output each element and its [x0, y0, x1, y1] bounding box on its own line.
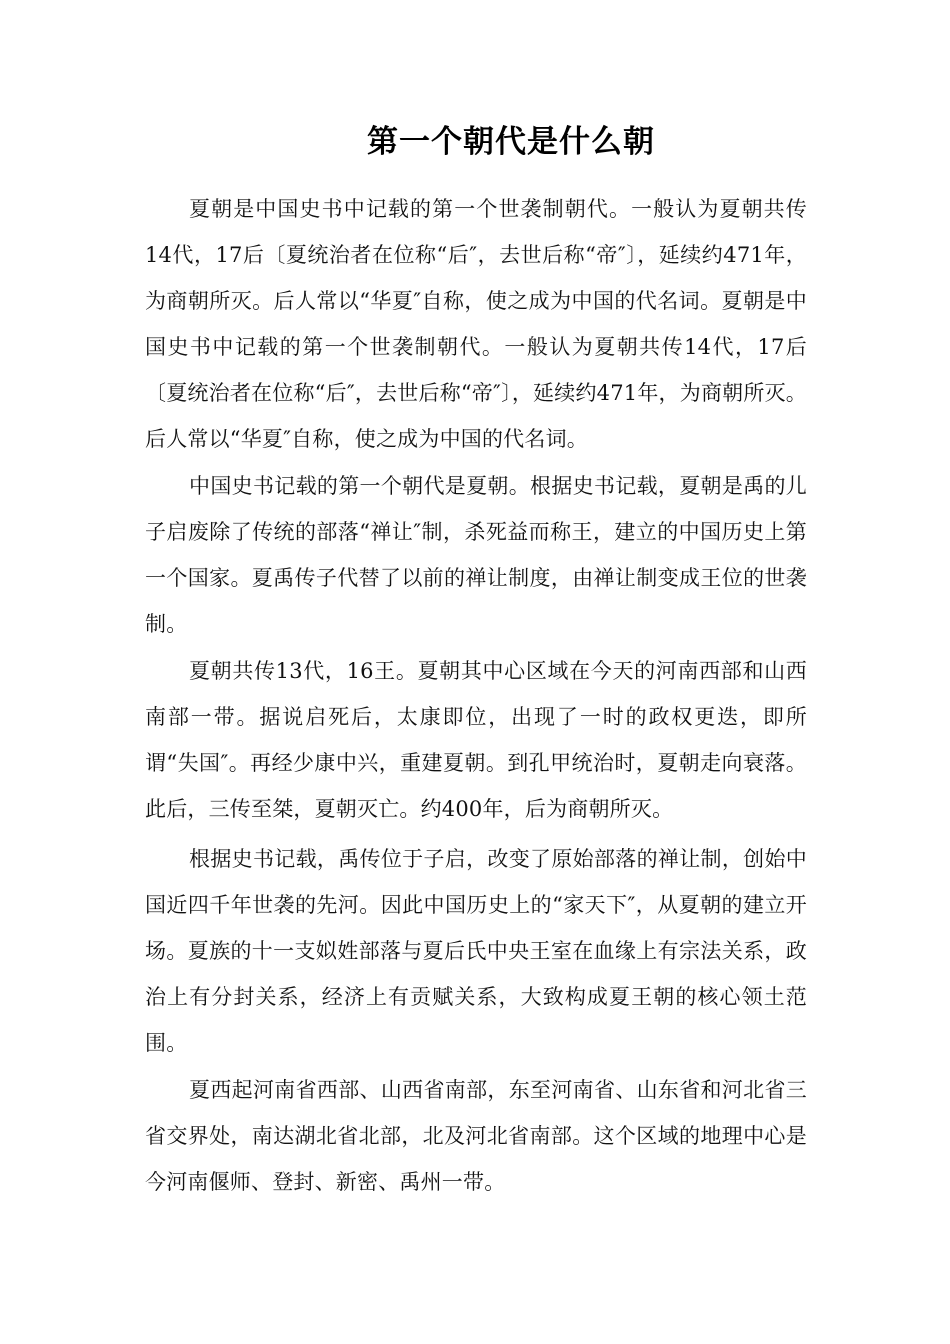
paragraph-xia-kings: 夏朝共传13代，16王。夏朝其中心区域在今天的河南西部和山西南部一带。据说启死后，太康即位，出现了一时的政权更迭，即所谓“失国″。再经少康中兴，重建夏朝。到孔甲统治时，夏朝走向衰落。此后，三传至桀，夏朝灭亡。约400年，后为商朝所灭。 [145, 659, 807, 821]
paragraph-hereditary-system: 根据史书记载，禹传位于子启，改变了原始部落的禅让制，创始中国近四千年世袭的先河。因此中国历史上的“家天下″，从夏朝的建立开场。夏族的十一支姒姓部落与夏后氏中央王室在血缘上有宗法关系，政治上有分封关系，经济上有贡赋关系，大致构成夏王朝的核心领土范围。 [145, 847, 807, 1055]
paragraph-first-dynasty: 中国史书记载的第一个朝代是夏朝。根据史书记载，夏朝是禹的儿子启废除了传统的部落“禅让″制，杀死益而称王，建立的中国历史上第一个国家。夏禹传子代替了以前的禅让制度，由禅让制变成王位的世袭制。 [145, 474, 807, 636]
paragraph-xia-territory: 夏西起河南省西部、山西省南部，东至河南省、山东省和河北省三省交界处，南达湖北省北部，北及河北省南部。这个区域的地理中心是今河南偃师、登封、新密、禹州一带。 [145, 1078, 807, 1194]
document-page [145, 118, 807, 1206]
paragraph-xia-dynasty-intro: 夏朝是中国史书中记载的第一个世袭制朝代。一般认为夏朝共传14代，17后〔夏统治者在位称“后″，去世后称“帝″〕，延续约471年，为商朝所灭。后人常以“华夏″自称，使之成为中国的代名词。夏朝是中国史书中记载的第一个世袭制朝代。一般认为夏朝共传14代，17后〔夏统治者在位称“后″，去世后称“帝″〕，延续约471年，为商朝所灭。后人常以“华夏″自称，使之成为中国的代名词。 [145, 197, 807, 451]
document-title: 第一个朝代是什么朝 [367, 124, 655, 160]
